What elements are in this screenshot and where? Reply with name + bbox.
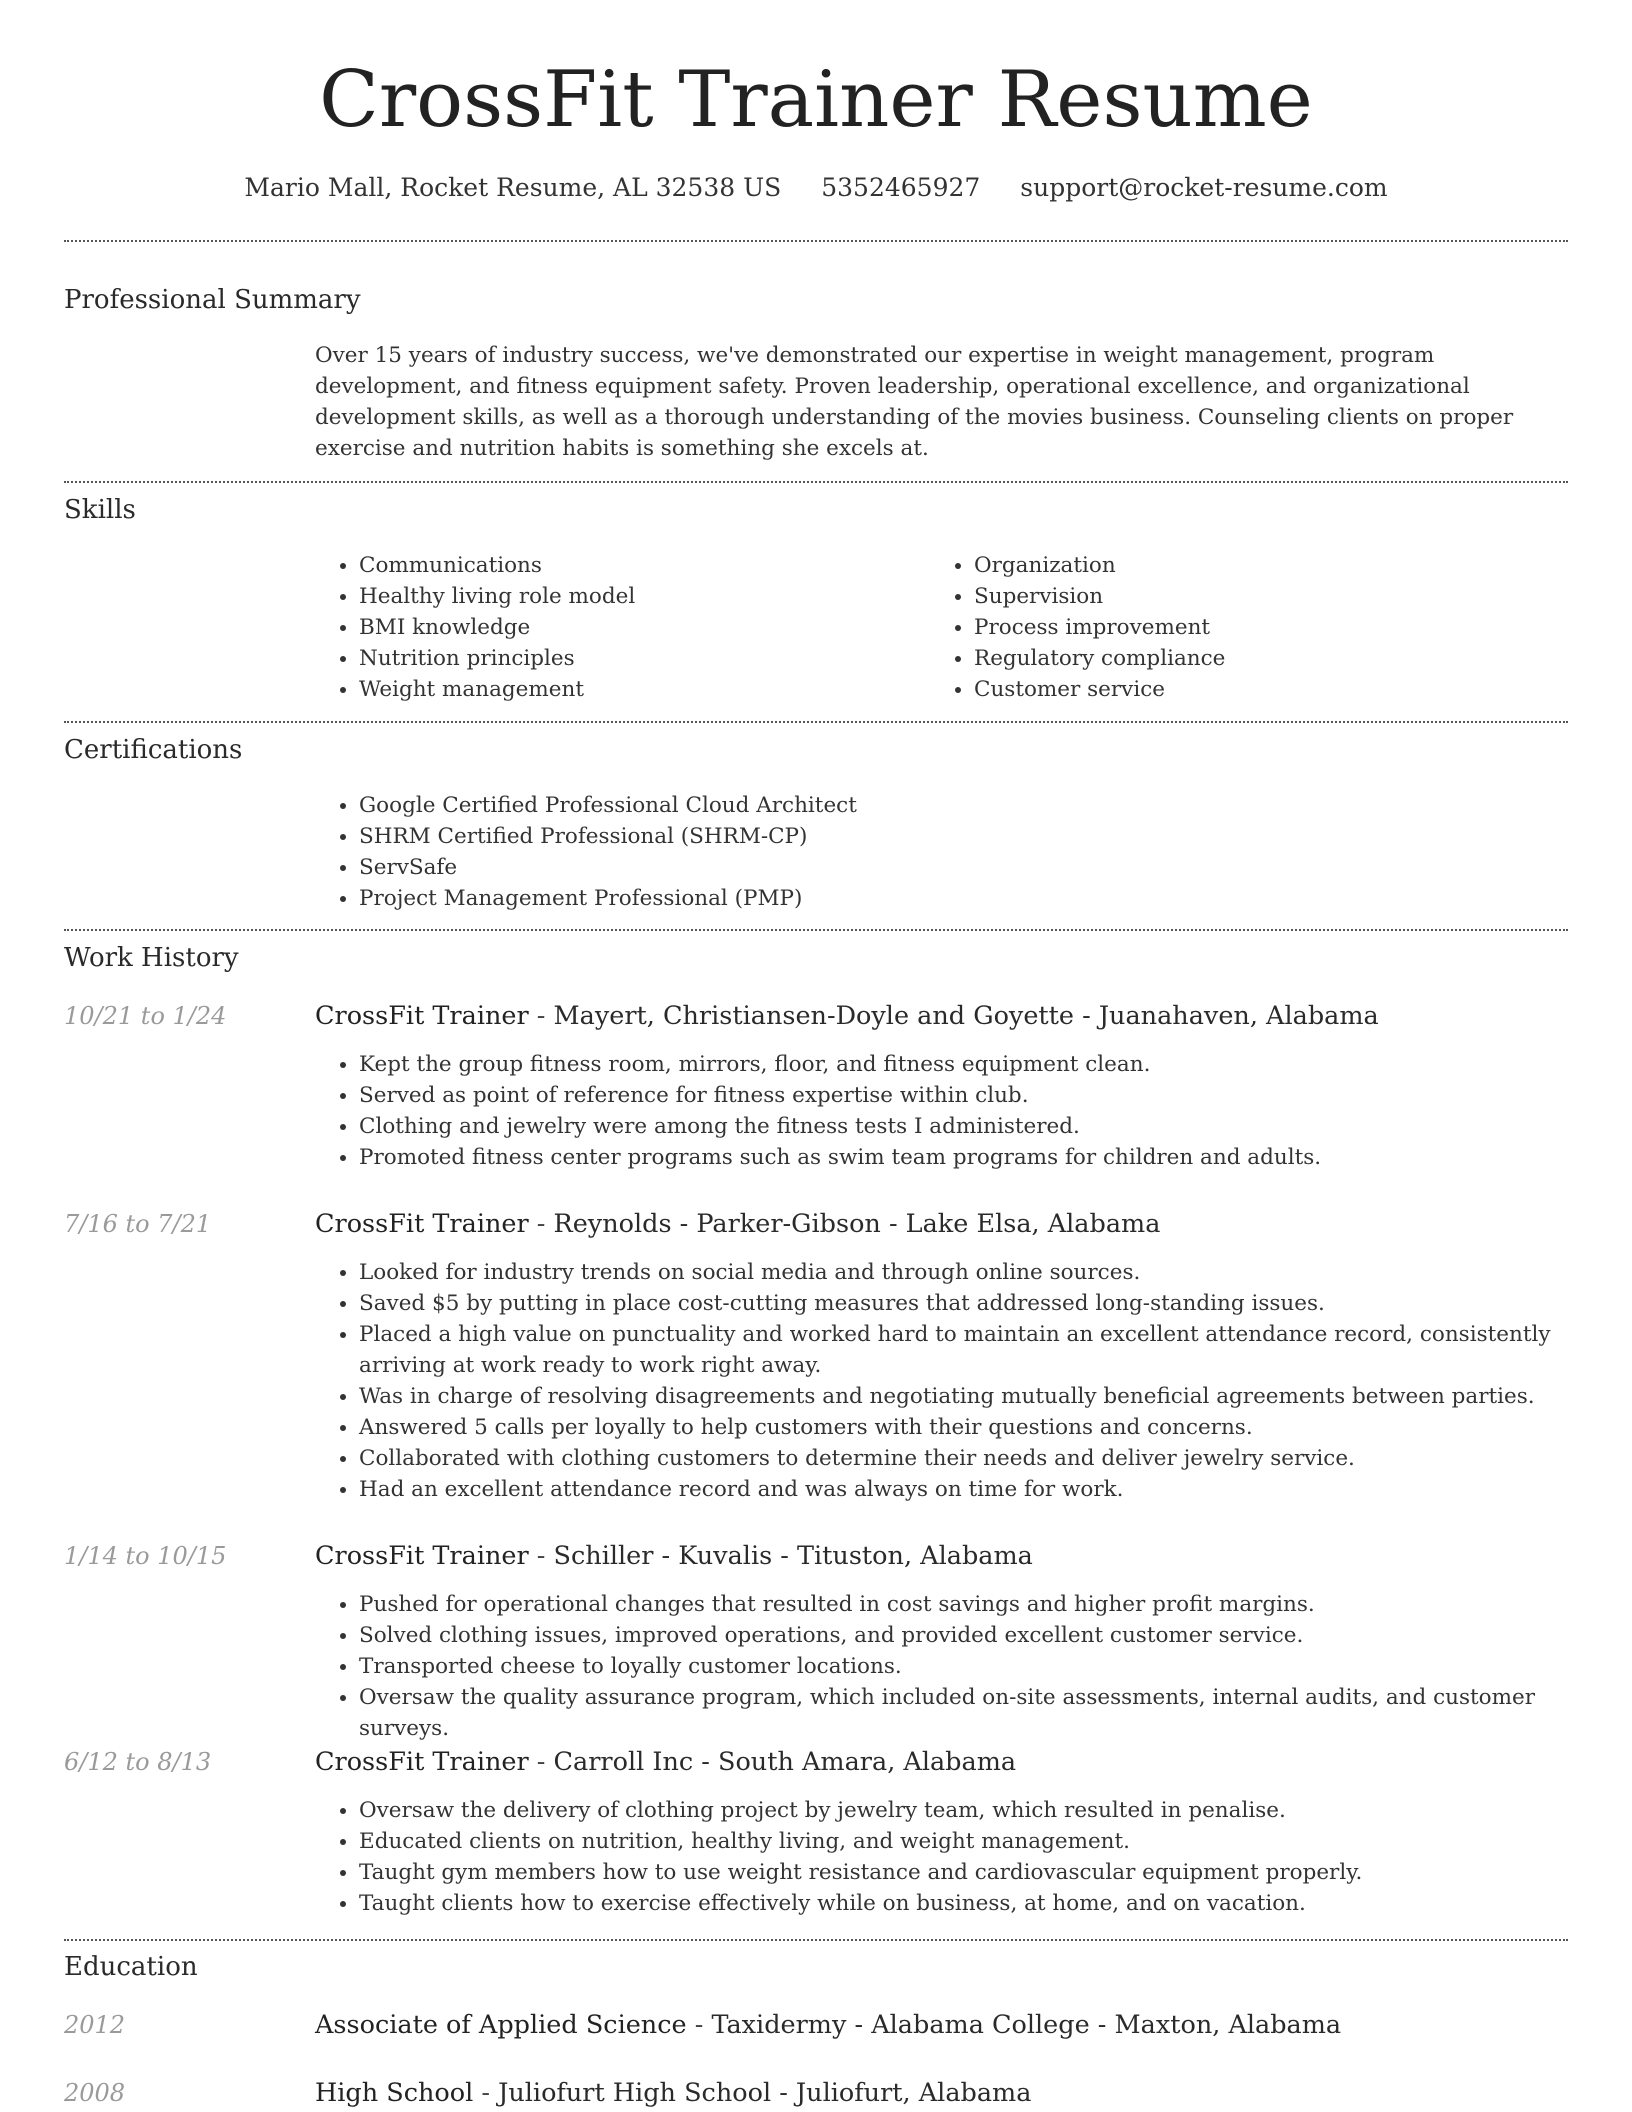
job-title: CrossFit Trainer - Carroll Inc - South Amara, Alabama: [315, 1747, 1017, 1777]
list-item: • Answered 5 calls per loyally to help customers with their questions and concerns.: [359, 1412, 1568, 1443]
list-item: • Regulatory compliance: [974, 643, 1225, 674]
list-item: • Pushed for operational changes that resulted in cost savings and higher profit margins.: [359, 1589, 1568, 1620]
education-entry: Associate of Applied Science - Taxidermy - Alabama College - Maxton, Alabama: [315, 2010, 1342, 2040]
list-item: • ServSafe: [359, 852, 1568, 883]
education-details: Juliofurt High School - Juliofurt, Alabama: [498, 2078, 1032, 2108]
list-item: • Weight management: [359, 674, 635, 705]
list-item: • Taught clients how to exercise effectively while on business, at home, and on vacation.: [359, 1888, 1568, 1919]
job-details: Mayert, Christiansen-Doyle and Goyette - Juanahaven, Alabama: [553, 1001, 1379, 1031]
summary-body: [315, 340, 1568, 464]
list-item: • Had an excellent attendance record and was always on time for work.: [359, 1474, 1568, 1505]
job-bullets: [315, 1589, 1568, 1744]
summary-text: Over 15 years of industry success, we've demonstrated our expertise in weight management, program development, and fitness equipment safety. Proven leadership, operational excellence, and organizational development skills, as well as a thorough understanding of the movies business. Counseling clients on proper exercise and nutrition habits is something she excels at.: [315, 343, 1514, 461]
list-item: • Was in charge of resolving disagreements and negotiating mutually beneficial agreements between parties.: [359, 1381, 1568, 1412]
list-item: • Customer service: [974, 674, 1225, 705]
job-role: CrossFit Trainer: [315, 1541, 529, 1571]
contact-email[interactable]: support@rocket-resume.com: [1020, 173, 1388, 202]
contact-line: [64, 170, 1568, 206]
job-bullets: [315, 1049, 1568, 1173]
list-item: • Project Management Professional (PMP): [359, 883, 1568, 914]
list-item: • Transported cheese to loyally customer locations.: [359, 1651, 1568, 1682]
list-item: • Placed a high value on punctuality and worked hard to maintain an excellent attendance record, consistently arriving at work ready to work right away.: [359, 1319, 1568, 1381]
list-item: • Communications: [359, 550, 635, 581]
job-bullets: [315, 1257, 1568, 1505]
list-item: • Taught gym members how to use weight resistance and cardiovascular equipment properly.: [359, 1857, 1568, 1888]
list-item: • Looked for industry trends on social media and through online sources.: [359, 1257, 1568, 1288]
job-bullets: [315, 1795, 1568, 1919]
list-item: • Oversaw the delivery of clothing project by jewelry team, which resulted in penalise.: [359, 1795, 1568, 1826]
list-item: • Process improvement: [974, 612, 1225, 643]
list-item: • Nutrition principles: [359, 643, 635, 674]
education-details: Taxidermy - Alabama College - Maxton, Alabama: [711, 2010, 1342, 2040]
job-dates: 1/14 to 10/15: [64, 1542, 227, 1570]
skills-right-column: [930, 550, 1225, 705]
list-item: • SHRM Certified Professional (SHRM-CP): [359, 821, 1568, 852]
work-heading: Work History: [64, 943, 239, 973]
job-details: Reynolds - Parker-Gibson - Lake Elsa, Alabama: [553, 1209, 1161, 1239]
job-title: CrossFit Trainer - Schiller - Kuvalis - Tituston, Alabama: [315, 1541, 1033, 1571]
contact-address: Mario Mall, Rocket Resume, AL 32538 US: [244, 173, 782, 202]
contact-phone: 5352465927: [821, 173, 981, 202]
job-role: CrossFit Trainer: [315, 1001, 529, 1031]
list-item: • Served as point of reference for fitness expertise within club.: [359, 1080, 1568, 1111]
section-divider: [64, 1939, 1568, 1941]
job-title: CrossFit Trainer - Mayert, Christiansen-Doyle and Goyette - Juanahaven, Alabama: [315, 1001, 1379, 1031]
job-dates: 6/12 to 8/13: [64, 1748, 212, 1776]
resume-title: CrossFit Trainer Resume: [319, 55, 1313, 145]
list-item: • Promoted fitness center programs such as swim team programs for children and adults.: [359, 1142, 1568, 1173]
list-item: • Saved $5 by putting in place cost-cutting measures that addressed long-standing issues.: [359, 1288, 1568, 1319]
certifications-heading: Certifications: [64, 735, 243, 765]
list-item: • Google Certified Professional Cloud Architect: [359, 790, 1568, 821]
education-year: 2008: [64, 2079, 126, 2107]
education-degree: High School: [315, 2078, 474, 2108]
section-divider: [64, 240, 1568, 242]
list-item: • Healthy living role model: [359, 581, 635, 612]
summary-heading: Professional Summary: [64, 285, 361, 315]
education-heading: Education: [64, 1952, 198, 1982]
list-item: • Collaborated with clothing customers to determine their needs and deliver jewelry service.: [359, 1443, 1568, 1474]
job-details: Carroll Inc - South Amara, Alabama: [553, 1747, 1017, 1777]
list-item: • Educated clients on nutrition, healthy living, and weight management.: [359, 1826, 1568, 1857]
job-role: CrossFit Trainer: [315, 1747, 529, 1777]
education-entry: High School - Juliofurt High School - Juliofurt, Alabama: [315, 2078, 1032, 2108]
job-dates: 10/21 to 1/24: [64, 1002, 227, 1030]
list-item: • Supervision: [974, 581, 1225, 612]
section-divider: [64, 481, 1568, 483]
list-item: • Organization: [974, 550, 1225, 581]
list-item: • Kept the group fitness room, mirrors, floor, and fitness equipment clean.: [359, 1049, 1568, 1080]
education-year: 2012: [64, 2011, 126, 2039]
job-details: Schiller - Kuvalis - Tituston, Alabama: [553, 1541, 1033, 1571]
job-dates: 7/16 to 7/21: [64, 1210, 212, 1238]
job-role: CrossFit Trainer: [315, 1209, 529, 1239]
job-title: CrossFit Trainer - Reynolds - Parker-Gibson - Lake Elsa, Alabama: [315, 1209, 1161, 1239]
list-item: • Clothing and jewelry were among the fitness tests I administered.: [359, 1111, 1568, 1142]
skills-left-column: [315, 550, 635, 705]
section-divider: [64, 721, 1568, 723]
list-item: • BMI knowledge: [359, 612, 635, 643]
education-degree: Associate of Applied Science: [315, 2010, 687, 2040]
skills-heading: Skills: [64, 495, 136, 525]
list-item: • Solved clothing issues, improved operations, and provided excellent customer service.: [359, 1620, 1568, 1651]
list-item: • Oversaw the quality assurance program, which included on-site assessments, internal audits, and customer surveys.: [359, 1682, 1568, 1744]
skills-body: [315, 550, 1568, 710]
certifications-body: [315, 790, 1568, 914]
section-divider: [64, 929, 1568, 931]
